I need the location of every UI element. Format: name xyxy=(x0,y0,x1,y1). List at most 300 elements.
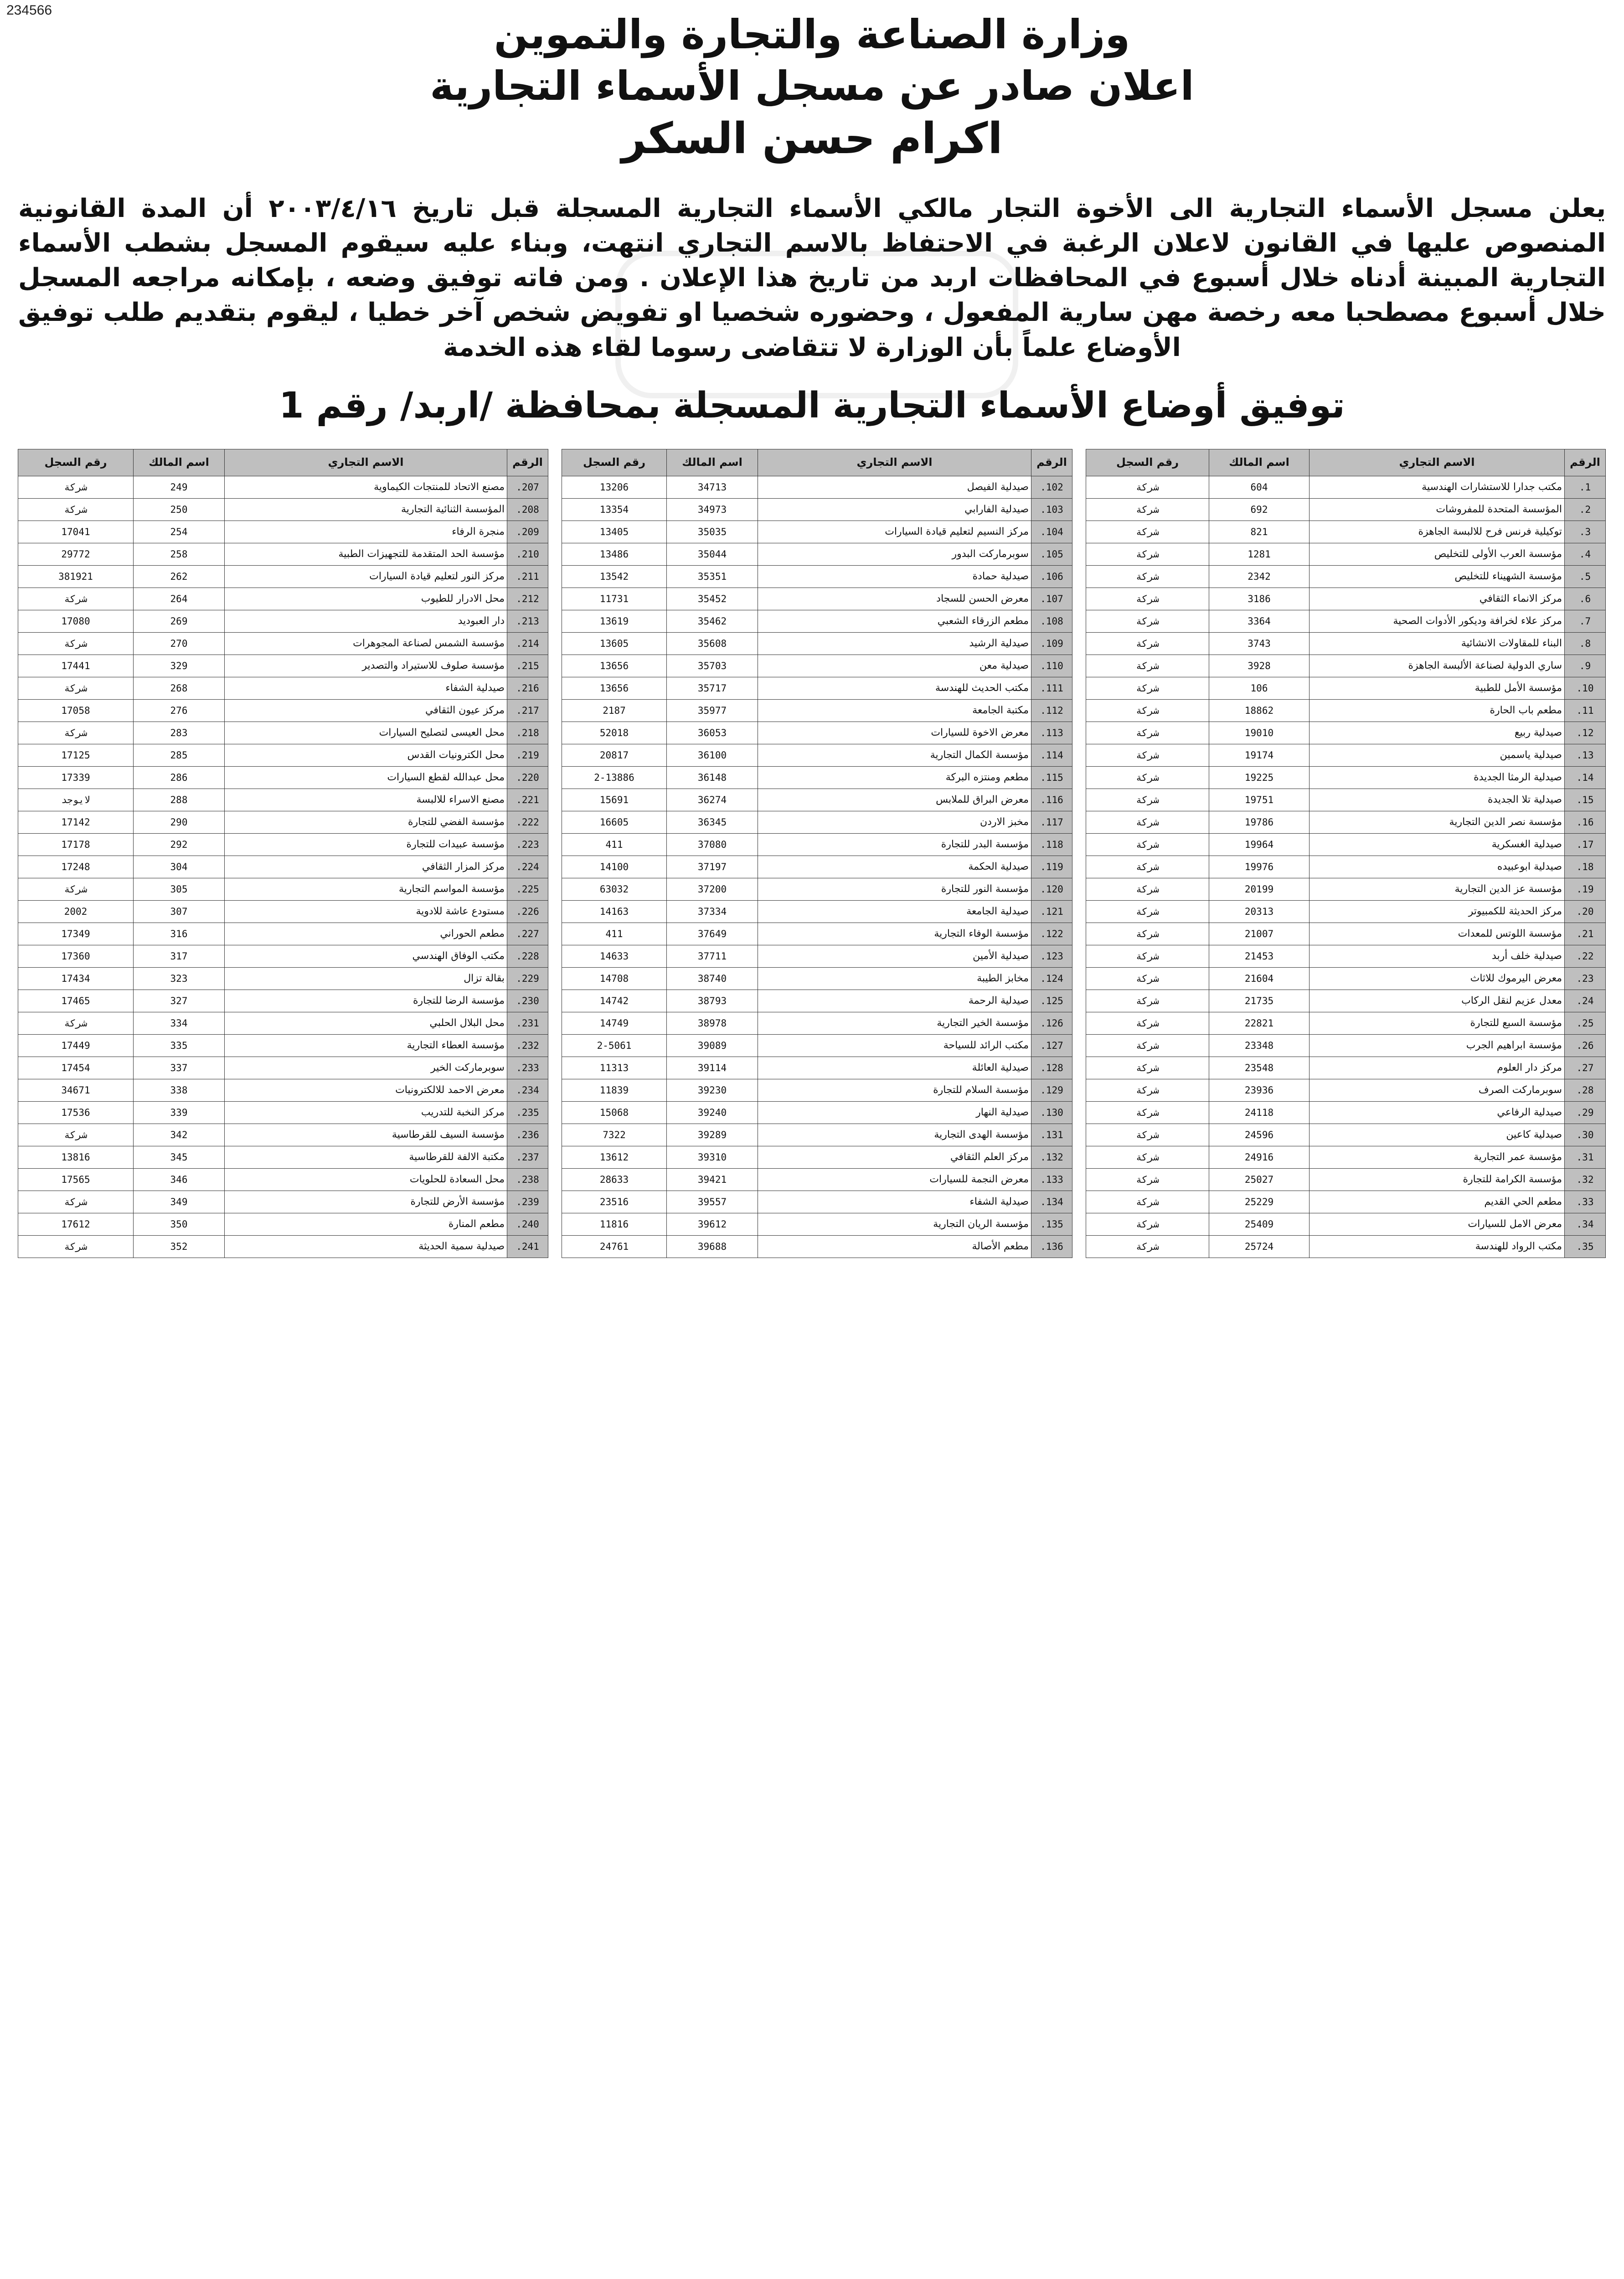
trade-name: صيدلية الرشيد xyxy=(758,633,1031,655)
trade-name: مؤسسة الشهيناء للتخليص xyxy=(1310,566,1565,588)
trade-name: سوبرماركت الخير xyxy=(225,1057,507,1079)
owner-name: 288 xyxy=(134,789,225,811)
table-row xyxy=(1086,990,1606,1012)
trade-name: معرض الاحمد للالكترونيات xyxy=(225,1079,507,1102)
row-number: 235. xyxy=(507,1102,548,1124)
owner-name: 276 xyxy=(134,700,225,722)
owner-name: 23548 xyxy=(1209,1057,1310,1079)
table-row xyxy=(562,588,1072,610)
table-row xyxy=(1086,811,1606,834)
row-number: 112. xyxy=(1031,700,1072,722)
table-row xyxy=(18,1035,548,1057)
registration-number: 17041 xyxy=(18,521,134,543)
table-row xyxy=(562,1236,1072,1258)
trade-name: معرض الامل للسيارات xyxy=(1310,1213,1565,1236)
registration-number: 17434 xyxy=(18,968,134,990)
row-number: 125. xyxy=(1031,990,1072,1012)
row-number: 231. xyxy=(507,1012,548,1035)
header-num: الرقم xyxy=(507,449,548,476)
trade-name: صيدلية الجامعة xyxy=(758,901,1031,923)
registration-number: 17349 xyxy=(18,923,134,945)
owner-name: 36345 xyxy=(667,811,758,834)
registration-number: شركة xyxy=(1086,1012,1209,1035)
row-number: 219. xyxy=(507,744,548,767)
trade-name: صيدلية الفيصل xyxy=(758,476,1031,499)
header-reg-no: رقم السجل xyxy=(562,449,667,476)
owner-name: 35703 xyxy=(667,655,758,677)
table-row xyxy=(1086,1146,1606,1169)
registration-number: 17465 xyxy=(18,990,134,1012)
trade-name: محل العيسى لتصليح السيارات xyxy=(225,722,507,744)
trade-name: مصنع الاسراء للالبسة xyxy=(225,789,507,811)
registration-number: شركة xyxy=(1086,655,1209,677)
table-row xyxy=(1086,1124,1606,1146)
header-owner: اسم المالك xyxy=(1209,449,1310,476)
table-row xyxy=(18,901,548,923)
row-number: 208. xyxy=(507,499,548,521)
row-number: 130. xyxy=(1031,1102,1072,1124)
owner-name: 349 xyxy=(134,1191,225,1213)
registration-number: 13405 xyxy=(562,521,667,543)
owner-name: 37080 xyxy=(667,834,758,856)
table-row xyxy=(1086,834,1606,856)
table-row xyxy=(1086,1079,1606,1102)
owner-name: 350 xyxy=(134,1213,225,1236)
registration-number: 13354 xyxy=(562,499,667,521)
owner-name: 19174 xyxy=(1209,744,1310,767)
ministry-title: وزارة الصناعة والتجارة والتموين xyxy=(494,11,1130,58)
table-row xyxy=(18,789,548,811)
registration-number: شركة xyxy=(1086,499,1209,521)
trade-name: ساري الدولية لصناعة الألبسة الجاهزة xyxy=(1310,655,1565,677)
row-number: 35. xyxy=(1565,1236,1606,1258)
table-row xyxy=(18,1169,548,1191)
trade-name: مطعم الحوراني xyxy=(225,923,507,945)
row-number: 13. xyxy=(1565,744,1606,767)
trade-name: مركز النخبة للتدريب xyxy=(225,1102,507,1124)
owner-name: 37200 xyxy=(667,878,758,901)
table-row xyxy=(562,566,1072,588)
registration-number: شركة xyxy=(1086,1236,1209,1258)
trade-name: مؤسسة الخير التجارية xyxy=(758,1012,1031,1035)
row-number: 118. xyxy=(1031,834,1072,856)
table-row xyxy=(1086,767,1606,789)
table-row xyxy=(18,856,548,878)
table-row xyxy=(562,811,1072,834)
trade-name: محل السعادة للحلويات xyxy=(225,1169,507,1191)
owner-name: 307 xyxy=(134,901,225,923)
registration-number: 17080 xyxy=(18,610,134,633)
row-number: 218. xyxy=(507,722,548,744)
row-number: 225. xyxy=(507,878,548,901)
row-number: 241. xyxy=(507,1236,548,1258)
trade-name: مؤسسة ابراهيم الجرب xyxy=(1310,1035,1565,1057)
table-row xyxy=(18,1124,548,1146)
registration-number: شركة xyxy=(18,1191,134,1213)
trade-name: مصنع الاتحاد للمنتجات الكيماوية xyxy=(225,476,507,499)
owner-name: 329 xyxy=(134,655,225,677)
owner-name: 21453 xyxy=(1209,945,1310,968)
registration-number: 2002 xyxy=(18,901,134,923)
registration-number: 14633 xyxy=(562,945,667,968)
trade-name: مطعم الأصالة xyxy=(758,1236,1031,1258)
row-number: 1. xyxy=(1565,476,1606,499)
row-number: 27. xyxy=(1565,1057,1606,1079)
registration-number: شركة xyxy=(18,1236,134,1258)
row-number: 134. xyxy=(1031,1191,1072,1213)
registration-number: شركة xyxy=(1086,901,1209,923)
table-row xyxy=(562,1079,1072,1102)
registration-number: 16605 xyxy=(562,811,667,834)
table-row xyxy=(562,878,1072,901)
registration-number: شركة xyxy=(18,878,134,901)
owner-name: 25229 xyxy=(1209,1191,1310,1213)
owner-name: 35717 xyxy=(667,677,758,700)
table-row xyxy=(1086,1057,1606,1079)
owner-name: 39612 xyxy=(667,1213,758,1236)
row-number: 120. xyxy=(1031,878,1072,901)
trade-name: مكتب الحديث للهندسة xyxy=(758,677,1031,700)
row-number: 105. xyxy=(1031,543,1072,566)
trade-name: مؤسسة النور للتجارة xyxy=(758,878,1031,901)
table-row xyxy=(18,677,548,700)
owner-name: 254 xyxy=(134,521,225,543)
table-row xyxy=(1086,677,1606,700)
owner-name: 3743 xyxy=(1209,633,1310,655)
owner-name: 38793 xyxy=(667,990,758,1012)
row-number: 124. xyxy=(1031,968,1072,990)
row-number: 133. xyxy=(1031,1169,1072,1191)
row-number: 121. xyxy=(1031,901,1072,923)
owner-name: 317 xyxy=(134,945,225,968)
trade-name: صيدلية الشفاء xyxy=(758,1191,1031,1213)
table-row xyxy=(562,476,1072,499)
registration-number: شركة xyxy=(1086,1035,1209,1057)
trade-name: مكتب الرائد للسياحة xyxy=(758,1035,1031,1057)
owner-name: 37197 xyxy=(667,856,758,878)
table-row xyxy=(18,968,548,990)
owner-name: 21604 xyxy=(1209,968,1310,990)
row-number: 236. xyxy=(507,1124,548,1146)
table-row xyxy=(1086,856,1606,878)
owner-name: 346 xyxy=(134,1169,225,1191)
registration-number: 24761 xyxy=(562,1236,667,1258)
table-row xyxy=(1086,633,1606,655)
registration-number: 17612 xyxy=(18,1213,134,1236)
table-row xyxy=(1086,610,1606,633)
table-row xyxy=(18,1079,548,1102)
owner-name: 1281 xyxy=(1209,543,1310,566)
table-row xyxy=(18,945,548,968)
trade-name: مطعم ومنتزه البركة xyxy=(758,767,1031,789)
header-owner: اسم المالك xyxy=(667,449,758,476)
registration-number: 14749 xyxy=(562,1012,667,1035)
table-row xyxy=(562,923,1072,945)
trade-name: مؤسسة الريان التجارية xyxy=(758,1213,1031,1236)
row-number: 228. xyxy=(507,945,548,968)
trade-name: مركز النور لتعليم قيادة السيارات xyxy=(225,566,507,588)
table-row xyxy=(18,744,548,767)
trade-name: معرض الاخوة للسيارات xyxy=(758,722,1031,744)
table-row xyxy=(1086,1169,1606,1191)
table-row xyxy=(562,1146,1072,1169)
honor-title: اكرام حسن السكر xyxy=(621,114,1003,164)
trade-name: مركز العلم الثقافي xyxy=(758,1146,1031,1169)
owner-name: 35977 xyxy=(667,700,758,722)
owner-name: 19976 xyxy=(1209,856,1310,878)
owner-name: 19751 xyxy=(1209,789,1310,811)
intro-paragraph: يعلن مسجل الأسماء التجارية الى الأخوة التجار مالكي الأسماء التجارية المسجلة قبل تاريخ ٢٠٠٣/٤/١٦ أن المدة القانونية المنصوص عليها في القانون لاعلان الرغبة في الاحتفاظ بالاسم التجاري انتهت، وبناء عليه سيقوم المسجل بشطب الأسماء التجارية المبينة أدناه خلال أسبوع في المحافظات اربد من تاريخ هذا الإعلان . ومن فاته توفيق وضعه ، بإمكانه مراجعه المسجل خلال أسبوع مصطحبا معه رخصة مهن سارية المفعول ، وحضوره شخصيا او تفويض شخص آخر خطيا ، ليقوم بتقديم طلب توفيق الأوضاع علماً بأن الوزارة لا تتقاضى رسوما لقاء هذه الخدمة xyxy=(18,194,1606,362)
row-number: 109. xyxy=(1031,633,1072,655)
table-row xyxy=(562,633,1072,655)
registration-number: لايوجد xyxy=(18,789,134,811)
owner-name: 345 xyxy=(134,1146,225,1169)
trade-name: صيدلية النهار xyxy=(758,1102,1031,1124)
registration-number: 17142 xyxy=(18,811,134,834)
row-number: 216. xyxy=(507,677,548,700)
registration-number: شركة xyxy=(1086,1169,1209,1191)
table-row xyxy=(1086,566,1606,588)
registration-number: 17360 xyxy=(18,945,134,968)
owner-name: 21007 xyxy=(1209,923,1310,945)
trade-name: صيدلية كاعين xyxy=(1310,1124,1565,1146)
owner-name: 18862 xyxy=(1209,700,1310,722)
owner-name: 692 xyxy=(1209,499,1310,521)
row-number: 127. xyxy=(1031,1035,1072,1057)
registration-number: شركة xyxy=(18,499,134,521)
registration-number: شركة xyxy=(1086,722,1209,744)
owner-name: 39289 xyxy=(667,1124,758,1146)
trade-name: صيدلية ربيع xyxy=(1310,722,1565,744)
registration-number: شركة xyxy=(1086,968,1209,990)
table-column-1 xyxy=(1086,449,1606,1258)
row-number: 8. xyxy=(1565,633,1606,655)
trade-name: مركز الانماء الثقافي xyxy=(1310,588,1565,610)
trade-name: مؤسسة عبيدات للتجارة xyxy=(225,834,507,856)
registration-number: شركة xyxy=(18,633,134,655)
table-row xyxy=(562,901,1072,923)
registration-number: شركة xyxy=(1086,1213,1209,1236)
page-id: 234566 xyxy=(6,3,52,18)
table-row xyxy=(18,1191,548,1213)
section-title: توفيق أوضاع الأسماء التجارية المسجلة بمحافظة /اربد/ رقم 1 xyxy=(279,385,1345,426)
owner-name: 25027 xyxy=(1209,1169,1310,1191)
registration-number: 13612 xyxy=(562,1146,667,1169)
row-number: 132. xyxy=(1031,1146,1072,1169)
registration-number: شركة xyxy=(1086,744,1209,767)
trade-name: مؤسسة السلام للتجارة xyxy=(758,1079,1031,1102)
row-number: 128. xyxy=(1031,1057,1072,1079)
table-row xyxy=(18,990,548,1012)
owner-name: 286 xyxy=(134,767,225,789)
owner-name: 250 xyxy=(134,499,225,521)
owner-name: 264 xyxy=(134,588,225,610)
registration-number: 17248 xyxy=(18,856,134,878)
owner-name: 19964 xyxy=(1209,834,1310,856)
owner-name: 339 xyxy=(134,1102,225,1124)
registration-number: 11816 xyxy=(562,1213,667,1236)
trade-name: صيدلية خلف أربد xyxy=(1310,945,1565,968)
owner-name: 338 xyxy=(134,1079,225,1102)
owner-name: 39421 xyxy=(667,1169,758,1191)
row-number: 207. xyxy=(507,476,548,499)
table-row xyxy=(18,1012,548,1035)
announcement-title: اعلان صادر عن مسجل الأسماء التجارية xyxy=(430,62,1194,109)
registration-number: شركة xyxy=(1086,1146,1209,1169)
table-row xyxy=(1086,789,1606,811)
owner-name: 35351 xyxy=(667,566,758,588)
registration-number: 11731 xyxy=(562,588,667,610)
table-row xyxy=(18,655,548,677)
trade-name: مطعم المنارة xyxy=(225,1213,507,1236)
header xyxy=(0,9,1624,167)
row-number: 220. xyxy=(507,767,548,789)
row-number: 30. xyxy=(1565,1124,1606,1146)
trade-name: مركز علاء لخرافة وديكور الأدوات الصحية xyxy=(1310,610,1565,633)
row-number: 224. xyxy=(507,856,548,878)
owner-name: 283 xyxy=(134,722,225,744)
trade-name: مكتبة الجامعة xyxy=(758,700,1031,722)
row-number: 20. xyxy=(1565,901,1606,923)
registration-number: شركة xyxy=(1086,521,1209,543)
row-number: 3. xyxy=(1565,521,1606,543)
table-row xyxy=(1086,476,1606,499)
row-number: 217. xyxy=(507,700,548,722)
row-number: 15. xyxy=(1565,789,1606,811)
table-row xyxy=(1086,1236,1606,1258)
registration-number: شركة xyxy=(1086,834,1209,856)
registration-number: 13486 xyxy=(562,543,667,566)
table-row xyxy=(1086,923,1606,945)
header-num: الرقم xyxy=(1565,449,1606,476)
registration-number: 411 xyxy=(562,834,667,856)
registration-number: شركة xyxy=(1086,923,1209,945)
table-row xyxy=(1086,1012,1606,1035)
owner-name: 39230 xyxy=(667,1079,758,1102)
row-number: 110. xyxy=(1031,655,1072,677)
row-number: 26. xyxy=(1565,1035,1606,1057)
trade-name: مركز المزار الثقافي xyxy=(225,856,507,878)
trade-name: مؤسسة عمر التجارية xyxy=(1310,1146,1565,1169)
row-number: 234. xyxy=(507,1079,548,1102)
trade-name: صيدلية ابوعبيده xyxy=(1310,856,1565,878)
table-row xyxy=(18,566,548,588)
table-row xyxy=(1086,700,1606,722)
registration-number: شركة xyxy=(1086,767,1209,789)
trade-name: مركز عيون الثقافي xyxy=(225,700,507,722)
row-number: 116. xyxy=(1031,789,1072,811)
table-row xyxy=(1086,945,1606,968)
table-row xyxy=(1086,744,1606,767)
header-trade-name: الاسم التجاري xyxy=(1310,449,1565,476)
registration-number: 11313 xyxy=(562,1057,667,1079)
trade-name: مؤسسة الفضي للتجارة xyxy=(225,811,507,834)
owner-name: 604 xyxy=(1209,476,1310,499)
owner-name: 24916 xyxy=(1209,1146,1310,1169)
row-number: 238. xyxy=(507,1169,548,1191)
registration-number: شركة xyxy=(1086,1057,1209,1079)
registration-number: شركة xyxy=(18,476,134,499)
row-number: 230. xyxy=(507,990,548,1012)
registration-number: 29772 xyxy=(18,543,134,566)
row-number: 214. xyxy=(507,633,548,655)
trade-name: مؤسسة الوفاء التجارية xyxy=(758,923,1031,945)
trade-name: صيدلية الشفاء xyxy=(225,677,507,700)
registration-number: 17178 xyxy=(18,834,134,856)
tables-area xyxy=(18,449,1606,2279)
row-number: 209. xyxy=(507,521,548,543)
owner-name: 24596 xyxy=(1209,1124,1310,1146)
row-number: 227. xyxy=(507,923,548,945)
table-row xyxy=(1086,655,1606,677)
registration-number: شركة xyxy=(1086,990,1209,1012)
row-number: 226. xyxy=(507,901,548,923)
trade-name: منجرة الرفاء xyxy=(225,521,507,543)
owner-name: 19010 xyxy=(1209,722,1310,744)
table-row xyxy=(562,789,1072,811)
trade-name: مؤسسة الهدى التجارية xyxy=(758,1124,1031,1146)
row-number: 114. xyxy=(1031,744,1072,767)
registration-number: 52018 xyxy=(562,722,667,744)
table-row xyxy=(562,521,1072,543)
trade-name: بقالة تزال xyxy=(225,968,507,990)
row-number: 229. xyxy=(507,968,548,990)
row-number: 9. xyxy=(1565,655,1606,677)
registration-number: 14708 xyxy=(562,968,667,990)
table-row xyxy=(562,1169,1072,1191)
row-number: 210. xyxy=(507,543,548,566)
table-row xyxy=(18,1057,548,1079)
registration-number: 2-5061 xyxy=(562,1035,667,1057)
trade-name: مخبز الاردن xyxy=(758,811,1031,834)
trade-name: مؤسسة السبع للتجارة xyxy=(1310,1012,1565,1035)
trade-name: مكتبة الالفة للقرطاسية xyxy=(225,1146,507,1169)
owner-name: 342 xyxy=(134,1124,225,1146)
table-row xyxy=(18,923,548,945)
registration-number: شركة xyxy=(1086,1102,1209,1124)
owner-name: 37711 xyxy=(667,945,758,968)
registration-number: 15691 xyxy=(562,789,667,811)
table-row xyxy=(562,677,1072,700)
row-number: 103. xyxy=(1031,499,1072,521)
trade-name: مؤسسة البدر للتجارة xyxy=(758,834,1031,856)
registration-number: 13542 xyxy=(562,566,667,588)
row-number: 211. xyxy=(507,566,548,588)
table-header-row xyxy=(18,449,548,476)
trade-name: محل الادرار للطيوب xyxy=(225,588,507,610)
owner-name: 36148 xyxy=(667,767,758,789)
row-number: 12. xyxy=(1565,722,1606,744)
table-row xyxy=(18,476,548,499)
registration-number: 14100 xyxy=(562,856,667,878)
table-row xyxy=(1086,1035,1606,1057)
registration-number: شركة xyxy=(1086,566,1209,588)
owner-name: 39310 xyxy=(667,1146,758,1169)
registration-number: 14742 xyxy=(562,990,667,1012)
trade-name: توكيلية فرنس فرح للالبسة الجاهزة xyxy=(1310,521,1565,543)
table-row xyxy=(562,1191,1072,1213)
row-number: 111. xyxy=(1031,677,1072,700)
row-number: 17. xyxy=(1565,834,1606,856)
owner-name: 3364 xyxy=(1209,610,1310,633)
table-row xyxy=(562,499,1072,521)
registration-number: شركة xyxy=(18,722,134,744)
owner-name: 39557 xyxy=(667,1191,758,1213)
table-row xyxy=(1086,1102,1606,1124)
registration-number: شركة xyxy=(1086,878,1209,901)
trade-name: مؤسسة العطاء التجارية xyxy=(225,1035,507,1057)
owner-name: 268 xyxy=(134,677,225,700)
